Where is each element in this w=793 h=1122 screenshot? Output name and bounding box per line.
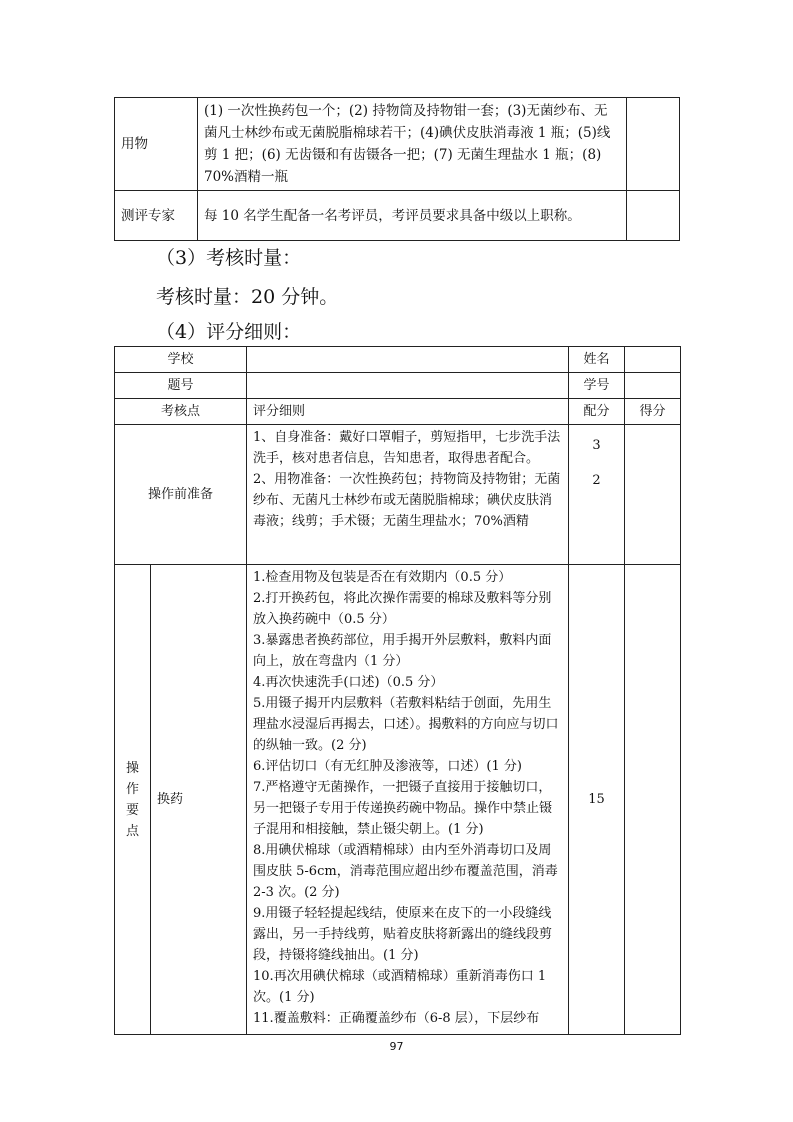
prep-label: 操作前准备	[115, 425, 247, 565]
materials-table	[114, 97, 680, 241]
ops-item: 11.覆盖敷料：正确覆盖纱布（6-8 层），下层纱布	[253, 1011, 540, 1026]
header-rules: 评分细则	[247, 399, 569, 425]
school-label: 学校	[115, 347, 247, 373]
student-id-value	[625, 373, 681, 399]
ops-item: 6.评估切口（有无红肿及渗液等，口述）(1 分)	[253, 759, 522, 774]
header-score: 得分	[625, 399, 681, 425]
ops-item: 10.再次用碘伏棉球（或酒精棉球）重新消毒伤口 1 次。(1 分)	[253, 969, 547, 1005]
ops-item: 4.再次快速洗手(口述)（0.5 分）	[253, 675, 444, 690]
ops-sub-label: 换药	[151, 565, 247, 1035]
empty-cell	[627, 191, 680, 241]
ops-items	[247, 565, 569, 1035]
ops-points: 15	[569, 565, 625, 1035]
prep-score	[625, 425, 681, 565]
student-id-label: 学号	[569, 373, 625, 399]
header-score-alloc: 配分	[569, 399, 625, 425]
prep-points-1: 3	[592, 438, 601, 453]
ops-group-text: 操作要点	[125, 760, 139, 839]
question-value	[247, 373, 569, 399]
evaluator-content: 每 10 名学生配备一名考评员，考评员要求具备中级以上职称。	[198, 191, 627, 241]
ops-group-label	[115, 565, 151, 1035]
ops-item: 3.暴露患者换药部位，用手揭开外层敷料，敷料内面向上，放在弯盘内（1 分）	[253, 633, 552, 669]
question-label: 题号	[115, 373, 247, 399]
empty-cell	[627, 98, 680, 191]
materials-label: 用物	[115, 98, 198, 191]
ops-item: 2.打开换药包，将此次操作需要的棉球及敷料等分别放入换药碗中（0.5 分）	[253, 591, 552, 627]
prep-line-1: 1、自身准备：戴好口罩帽子，剪短指甲，七步洗手法洗手，核对患者信息，告知患者，取得患者配合。	[253, 430, 561, 466]
duration-text: 考核时量：20 分钟。	[156, 286, 339, 308]
name-label: 姓名	[569, 347, 625, 373]
evaluator-label: 测评专家	[115, 191, 198, 241]
school-value	[247, 347, 569, 373]
name-value	[625, 347, 681, 373]
ops-score	[625, 565, 681, 1035]
ops-item: 8.用碘伏棉球（或酒精棉球）由内至外消毒切口及周围皮肤 5-6cm，消毒范围应超出纱布覆盖范围，消毒 2-3 次。(2 分)	[253, 843, 558, 900]
page-number: 97	[389, 1040, 404, 1053]
materials-content: (1) 一次性换药包一个；(2) 持物筒及持物钳一套；(3)无菌纱布、无菌凡士林纱布或无菌脱脂棉球若干；(4)碘伏皮肤消毒液 1 瓶；(5)线剪 1 把；(6) 无齿镊和有齿镊各一把；(7) 无菌生理盐水 1 瓶；(8) 70%酒精一瓶	[198, 98, 627, 191]
section4-heading: （4）评分细则：	[156, 321, 302, 343]
grading-table	[114, 346, 681, 1035]
ops-item: 1.检查用物及包装是否在有效期内（0.5 分）	[253, 570, 512, 585]
prep-points-2: 2	[592, 473, 601, 488]
ops-item: 9.用镊子轻轻提起线结，使原来在皮下的一小段缝线露出，另一手持线剪，贴着皮肤将新露出的缝线段剪段，持镊将缝线抽出。(1 分)	[253, 906, 553, 963]
ops-item: 7.严格遵守无菌操作，一把镊子直接用于接触切口，另一把镊子专用于传递换药碗中物品。操作中禁止镊子混用和相接触，禁止镊尖朝上。(1 分)	[253, 780, 553, 837]
ops-item: 5.用镊子揭开内层敷料（若敷料粘结于创面，先用生理盐水浸湿后再揭去，口述）。揭敷料的方向应与切口的纵轴一致。(2 分)	[253, 696, 559, 753]
prep-line-2: 2、用物准备：一次性换药包；持物筒及持物钳；无菌纱布、无菌凡士林纱布或无菌脱脂棉球；碘伏皮肤消毒液；线剪；手术镊；无菌生理盐水；70%酒精	[253, 472, 561, 529]
section3-heading: （3）考核时量：	[156, 247, 302, 269]
header-point: 考核点	[115, 399, 247, 425]
